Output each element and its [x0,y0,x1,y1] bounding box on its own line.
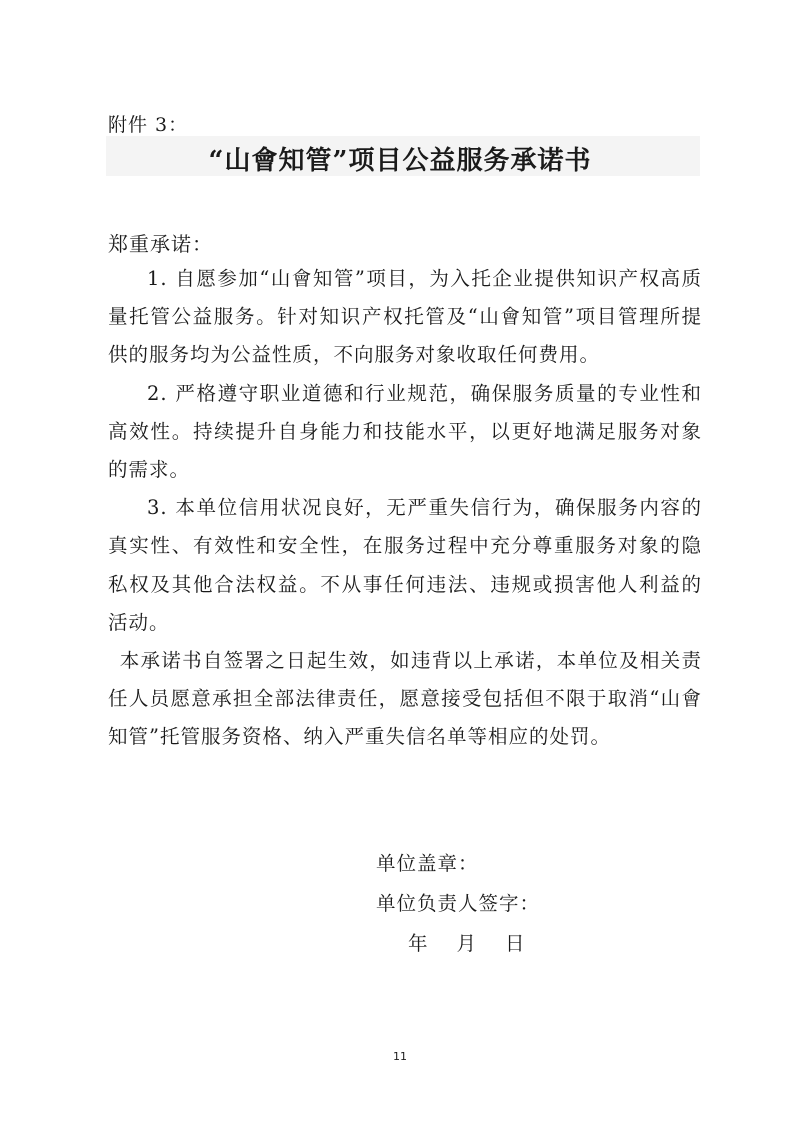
commitment-item-1: 1. 自愿参加“山會知管”项目，为入托企业提供知识产权高质量托管公益服务。针对知识产权托管及“山會知管”项目管理所提供的服务均为公益性质，不向服务对象收取任何费用。 [108,267,702,367]
attachment-label: 附件 3： [108,114,189,136]
date-line [408,928,526,956]
page-title: “山會知管”项目公益服务承诺书 [208,146,592,176]
date-year: 年 [408,932,429,955]
closing-statement: 本承诺书自签署之日起生效，如违背以上承诺，本单位及相关责任人员愿意承担全部法律责任，愿意接受包括但不限于取消“山會知管”托管服务资格、纳入严重失信名单等相应的处罚。 [108,649,702,749]
responsible-signature-label: 单位负责人签字： [376,892,541,915]
commitment-item-3: 3. 本单位信用状况良好，无严重失信行为，确保服务内容的真实性、有效性和安全性，在服务过程中充分尊重服务对象的隐私权及其他合法权益。不从事任何违法、违规或损害他人利益的活动。 [108,496,702,634]
page-number: 11 [393,1050,407,1063]
seal-label: 单位盖章： [376,852,479,875]
date-month: 月 [456,932,478,955]
salutation: 郑重承诺： [108,232,213,256]
date-day: 日 [505,932,526,955]
commitment-item-2: 2. 严格遵守职业道德和行业规范，确保服务质量的专业性和高效性。持续提升自身能力和技能水平，以更好地满足服务对象的需求。 [108,381,702,482]
commitment-body [108,260,702,757]
